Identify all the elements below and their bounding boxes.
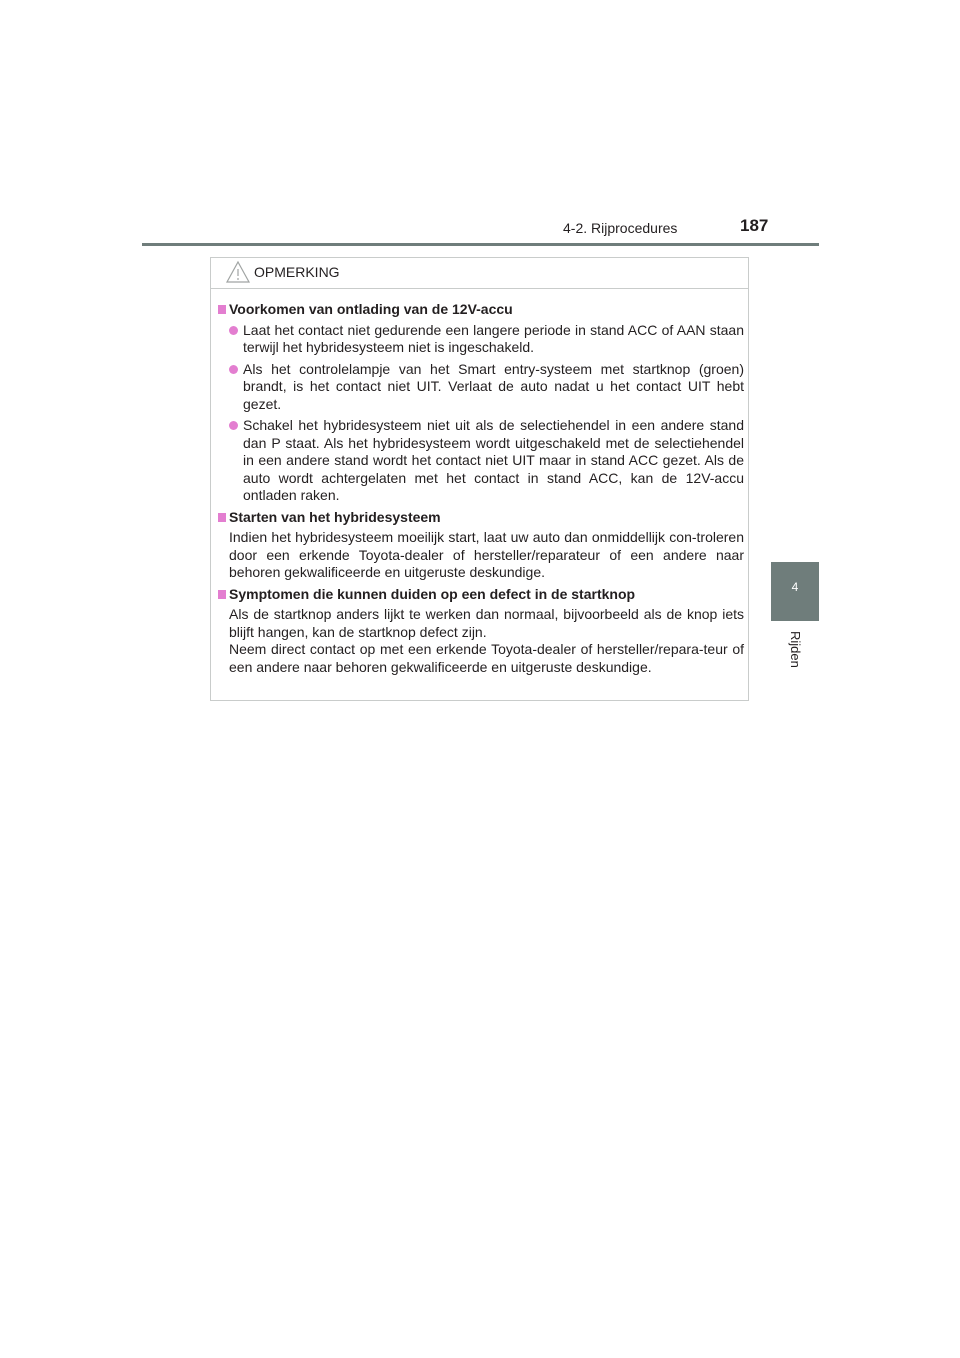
chapter-tab (771, 562, 819, 621)
notice-title: OPMERKING (254, 264, 340, 280)
notice-section (217, 509, 744, 582)
section-heading-text: Voorkomen van ontlading van de 12V-accu (229, 301, 513, 317)
paragraph: Neem direct contact op met een erkende Toyota-dealer of hersteller/repara-teur of een andere naar behoren gekwalificeerde en uitgeruste deskundige. (229, 641, 744, 675)
list-item (217, 417, 744, 505)
warning-triangle-icon (225, 260, 251, 284)
notice-body (217, 301, 744, 680)
round-bullet-icon (229, 365, 238, 374)
section-heading (217, 301, 744, 319)
notice-section (217, 301, 744, 505)
page-number: 187 (740, 216, 769, 235)
section-heading-text: Starten van het hybridesysteem (229, 508, 441, 525)
list-item (217, 322, 744, 357)
list-item-text: Als het controlelampje van het Smart entry-systeem met startknop (groen) brandt, is het contact niet UIT. Verlaat de auto nadat u het contact UIT hebt gezet. (243, 360, 744, 412)
section-heading (217, 509, 744, 527)
section-heading (217, 586, 744, 604)
round-bullet-icon (229, 421, 238, 430)
notice-section (217, 586, 744, 677)
square-bullet-icon (218, 305, 226, 314)
section-heading-text: Symptomen die kunnen duiden op een defect in de startknop (229, 585, 636, 602)
header-divider (142, 243, 819, 246)
chapter-number: 4 (791, 580, 799, 594)
list-item-text: Schakel het hybridesysteem niet uit als de selectiehendel in een andere stand dan P staat. Als het hybridesysteem wordt uitgeschakeld met de selectiehendel in een andere stand wordt het contact niet UIT maar in stand ACC gezet. Als de auto wordt achtergelaten met het contact in stand ACC, kan de 12V-accu ontladen raken. (243, 417, 744, 503)
square-bullet-icon (218, 590, 226, 599)
notice-header (211, 258, 748, 289)
square-bullet-icon (218, 513, 226, 522)
paragraph: Als de startknop anders lijkt te werken dan normaal, bijvoorbeeld als de knop iets blijft hangen, kan de startknop defect zijn. (229, 606, 744, 640)
notice-box (210, 257, 749, 701)
list-item-text: Laat het contact niet gedurende een langere periode in stand ACC of AAN staan terwijl het hybridesysteem niet is ingeschakeld. (243, 321, 744, 355)
chapter-label: Rijden (788, 631, 803, 668)
round-bullet-icon (229, 326, 238, 335)
list-item (217, 361, 744, 414)
header-section-title: 4-2. Rijprocedures (563, 220, 678, 236)
paragraph: Indien het hybridesysteem moeilijk start, laat uw auto dan onmiddellijk con-troleren door een erkende Toyota-dealer of hersteller/reparateur of een andere naar behoren gekwalificeerde en uitgeruste deskundige. (229, 529, 744, 580)
